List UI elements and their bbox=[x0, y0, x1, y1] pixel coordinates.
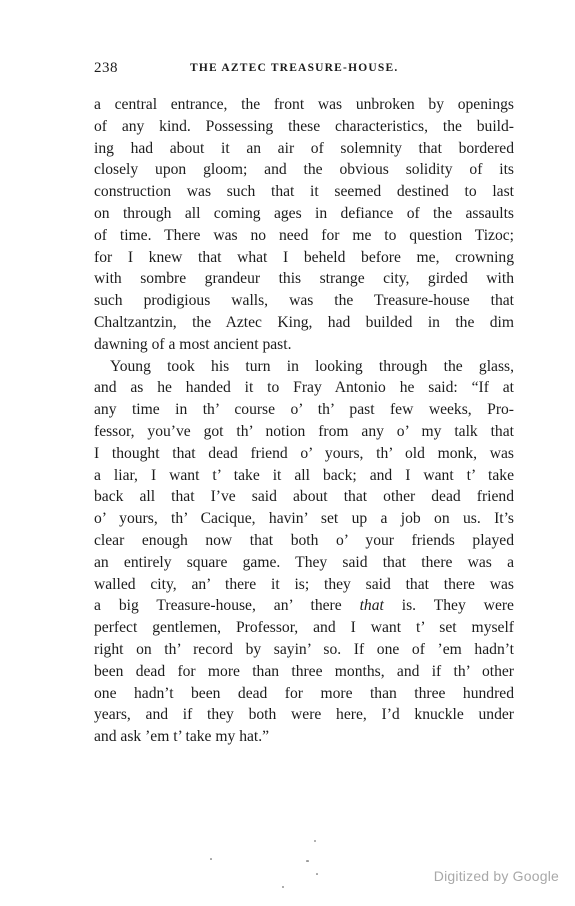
scan-speck bbox=[210, 858, 212, 860]
text-line: of any kind. Possessing these characteristics, the build- bbox=[94, 117, 514, 135]
text-line: such prodigious walls, was the Treasure-house that bbox=[94, 292, 514, 310]
text-line-with-italic bbox=[94, 595, 514, 617]
running-head: THE AZTEC TREASURE-HOUSE. bbox=[190, 62, 399, 74]
scan-speck bbox=[282, 886, 284, 888]
paragraph-1 bbox=[94, 94, 514, 356]
text-line: walled city, an’ there it is; they said that there was bbox=[94, 575, 514, 593]
scan-speck bbox=[314, 840, 316, 842]
text-line: perfect gentlemen, Professor, and I want t’ set myself bbox=[94, 619, 514, 637]
text-line: right on th’ record by sayin’ so. If one of ’em hadn’t bbox=[94, 640, 514, 658]
watermark: Digitized by Google bbox=[433, 868, 559, 884]
page-header bbox=[94, 60, 514, 80]
text-line: with sombre grandeur this strange city, girded with bbox=[94, 270, 514, 288]
text-line: closely upon gloom; and the obvious solidity of its bbox=[94, 161, 514, 179]
text-line: a liar, I want t’ take it all back; and I want t’ take bbox=[94, 466, 514, 484]
text-line: clear enough now that both o’ your friends played bbox=[94, 531, 514, 549]
text-line: o’ yours, th’ Cacique, havin’ set up a job on us. It’s bbox=[94, 510, 514, 528]
text-line: I thought that dead friend o’ yours, th’ old monk, was bbox=[94, 444, 514, 462]
text-line: Chaltzantzin, the Aztec King, had builded in the dim bbox=[94, 313, 514, 331]
text-line: fessor, you’ve got th’ notion from any o’ my talk that bbox=[94, 422, 514, 440]
text-line: an entirely square game. They said that there was a bbox=[94, 553, 514, 571]
scan-speck bbox=[306, 860, 309, 862]
text-line: on through all coming ages in defiance of the assaults bbox=[94, 204, 514, 222]
text-line: dawning of a most ancient past. bbox=[94, 335, 292, 353]
text-line: any time in th’ course o’ th’ past few weeks, Pro- bbox=[94, 401, 514, 419]
paragraph-2 bbox=[94, 356, 514, 748]
text-line: a central entrance, the front was unbroken by openings bbox=[94, 96, 514, 113]
text-line: back all that I’ve said about that other dead friend bbox=[94, 488, 514, 506]
text-line: Young took his turn in looking through the glass, bbox=[110, 357, 514, 375]
text-line: for I knew that what I beheld before me, crowning bbox=[94, 248, 514, 266]
text-line: of time. There was no need for me to question Tizoc; bbox=[94, 226, 514, 244]
text-line: and as he handed it to Fray Antonio he said: “If at bbox=[94, 379, 514, 397]
italic-word: that bbox=[359, 597, 384, 615]
text-line: and ask ’em t’ take my hat.” bbox=[94, 728, 270, 746]
text-line: years, and if they both were here, I’d knuckle under bbox=[94, 706, 514, 724]
page-number: 238 bbox=[94, 60, 118, 76]
text-line: been dead for more than three months, and if th’ other bbox=[94, 662, 514, 680]
text-line: construction was such that it seemed destined to last bbox=[94, 183, 514, 201]
text-fragment: a big Treasure-house, an’ there bbox=[94, 597, 360, 615]
body-text bbox=[94, 94, 514, 748]
text-fragment: is. They were bbox=[383, 597, 514, 615]
text-line: ing had about it an air of solemnity that bordered bbox=[94, 139, 514, 157]
text-line: one hadn’t been dead for more than three hundred bbox=[94, 684, 514, 702]
scan-speck bbox=[316, 873, 318, 875]
